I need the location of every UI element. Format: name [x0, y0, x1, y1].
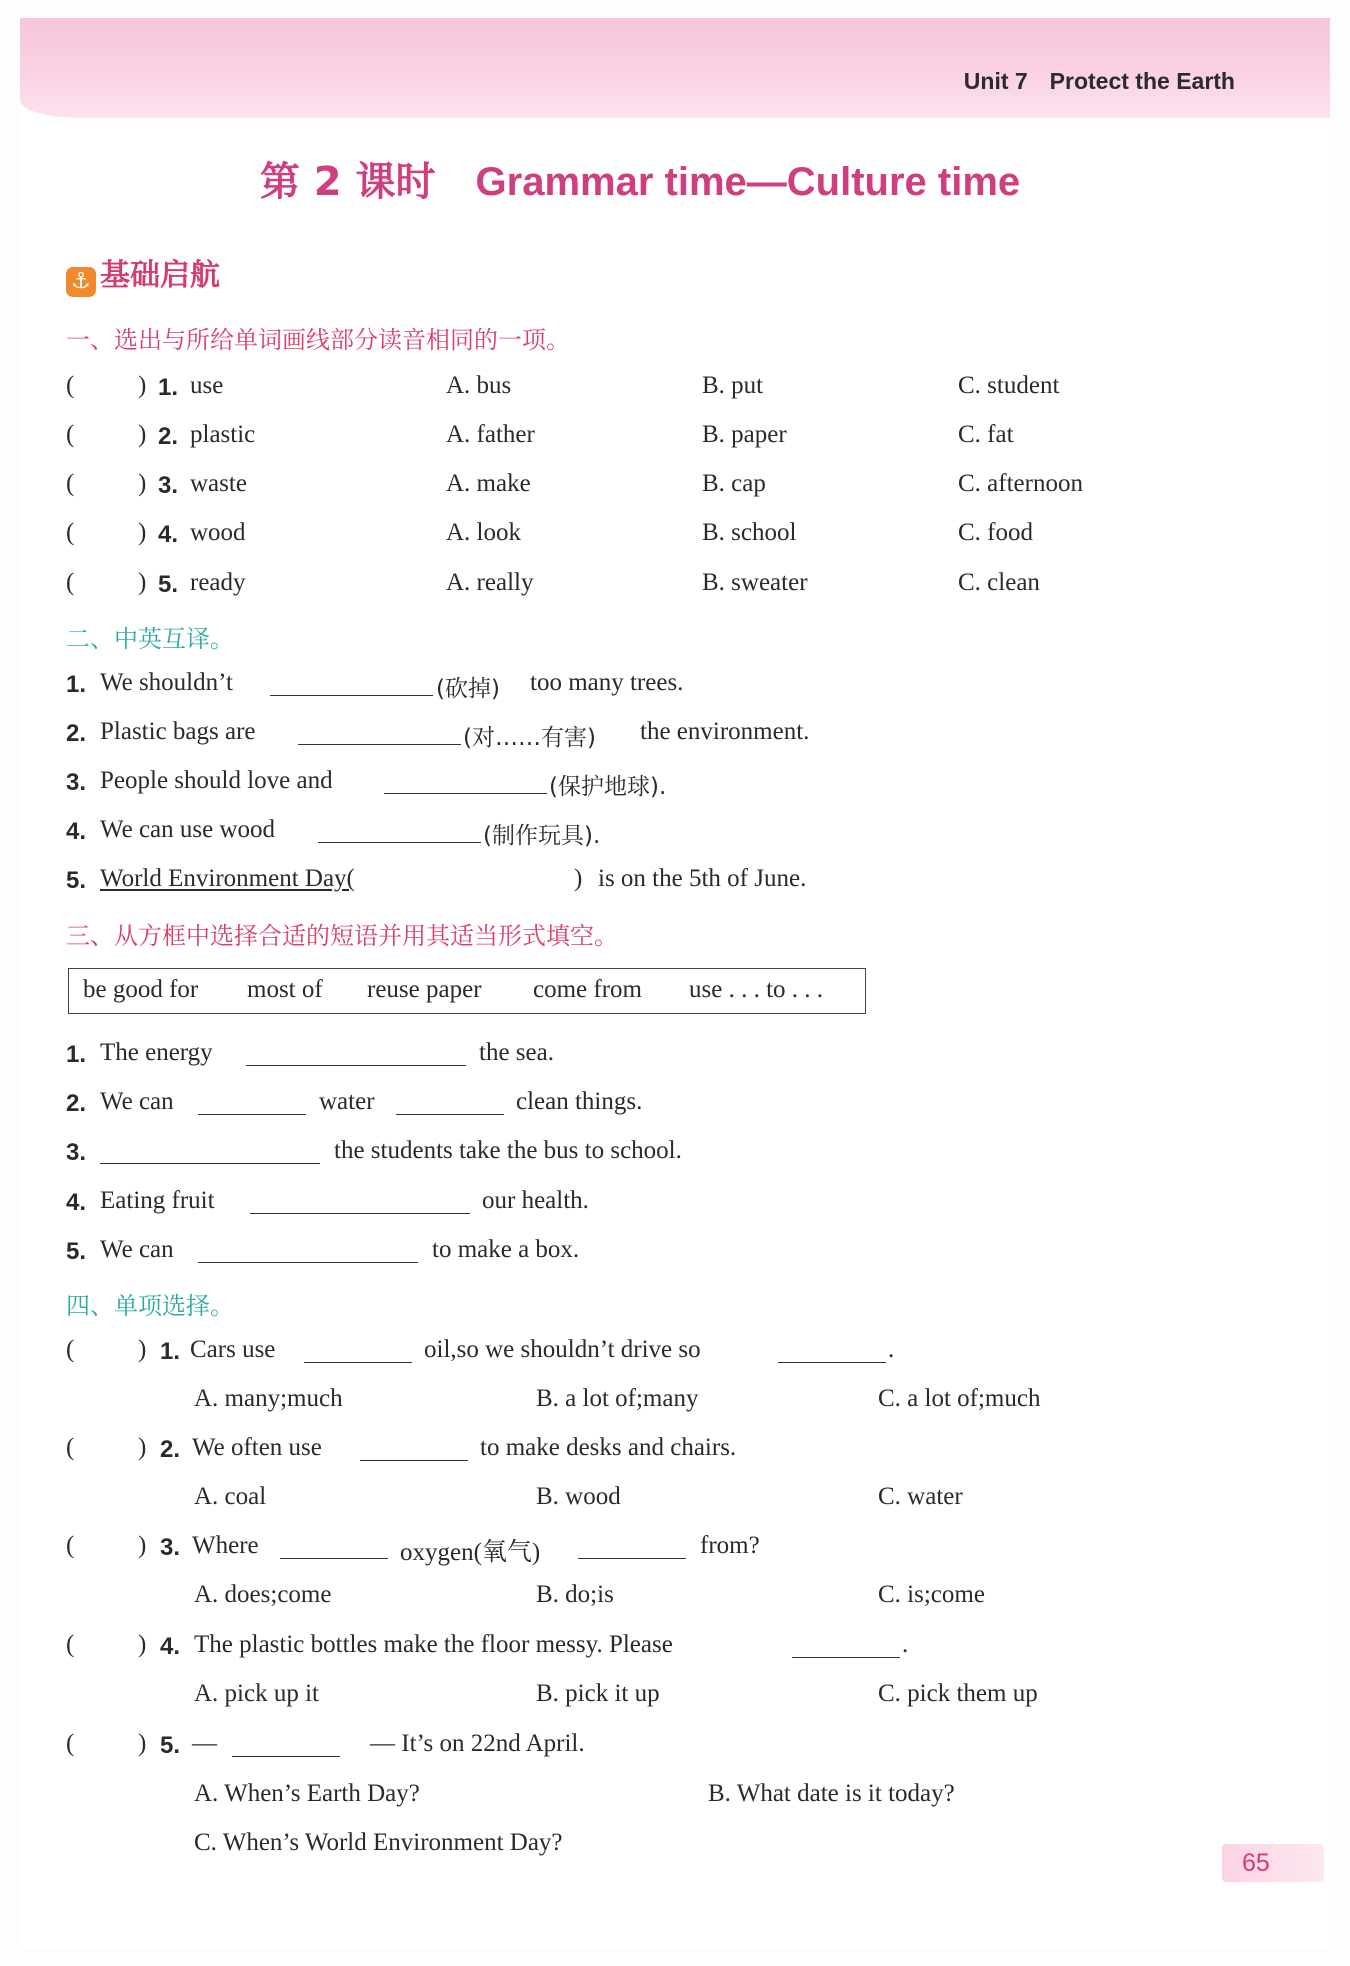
answer-blank[interactable] [100, 1141, 320, 1164]
option-b[interactable]: B. school [702, 519, 797, 546]
item-number: 1. [66, 1041, 87, 1068]
item-text-after: the sea. [479, 1039, 554, 1066]
option-c[interactable]: C. afternoon [958, 470, 1083, 497]
item-number: 4. [158, 521, 179, 548]
question-text: oil,so we shouldn’t drive so [424, 1336, 701, 1363]
answer-paren-close[interactable]: ) [138, 569, 147, 596]
option-c[interactable]: C. clean [958, 569, 1040, 596]
option-b[interactable]: B. a lot of;many [536, 1385, 699, 1412]
answer-blank[interactable] [360, 1438, 468, 1461]
answer-paren-open[interactable]: ( [66, 1532, 75, 1559]
answer-paren-open[interactable]: ( [66, 519, 75, 546]
phrase-option: use . . . to . . . [689, 976, 824, 1003]
answer-blank[interactable] [298, 722, 461, 745]
question-text: — [192, 1730, 217, 1757]
item-number: 5. [66, 867, 87, 894]
unit-title: Protect the Earth [1049, 68, 1235, 94]
item-number: 2. [66, 720, 87, 747]
answer-blank[interactable] [198, 1240, 418, 1263]
answer-paren-open[interactable]: ( [66, 1631, 75, 1658]
answer-blank[interactable] [198, 1092, 306, 1115]
option-b[interactable]: B. What date is it today? [708, 1780, 955, 1807]
lesson-title [0, 150, 1280, 207]
answer-blank[interactable] [304, 1340, 412, 1363]
item-text-after: the students take the bus to school. [334, 1137, 682, 1164]
answer-paren-open[interactable]: ( [66, 1730, 75, 1757]
question-text: oxygen(氧气) [400, 1539, 541, 1566]
item-text: Eating fruit [100, 1187, 215, 1214]
answer-blank[interactable] [778, 1340, 886, 1363]
answer-paren-open[interactable]: ( [66, 470, 75, 497]
item-number: 4. [66, 818, 87, 845]
option-a[interactable]: A. look [446, 519, 521, 546]
answer-paren-close[interactable]: ) [138, 1336, 147, 1363]
answer-paren-close[interactable]: ) [138, 519, 147, 546]
item-text-after: clean things. [516, 1088, 643, 1115]
item-text: We shouldn’t [100, 669, 233, 696]
option-c[interactable]: C. When’s World Environment Day? [194, 1829, 563, 1856]
answer-paren-close[interactable]: ) [138, 1631, 147, 1658]
answer-paren-open[interactable]: ( [66, 372, 75, 399]
option-a[interactable]: A. When’s Earth Day? [194, 1780, 420, 1807]
item-number: 5. [160, 1732, 181, 1759]
option-c[interactable]: C. a lot of;much [878, 1385, 1041, 1412]
item-hint: (保护地球). [549, 774, 667, 800]
answer-blank[interactable] [232, 1734, 340, 1757]
item-number: 2. [160, 1436, 181, 1463]
option-b[interactable]: B. pick it up [536, 1680, 660, 1707]
item-text: World Environment Day( [100, 865, 355, 892]
answer-paren-close[interactable]: ) [138, 1532, 147, 1559]
item-number: 3. [66, 769, 87, 796]
answer-paren-open[interactable]: ( [66, 569, 75, 596]
answer-blank[interactable] [792, 1635, 900, 1658]
answer-blank[interactable] [270, 673, 433, 696]
option-b[interactable]: B. wood [536, 1483, 621, 1510]
answer-blank[interactable] [280, 1536, 388, 1559]
answer-paren-close[interactable]: ) [138, 421, 147, 448]
option-b[interactable]: B. put [702, 372, 764, 399]
item-number: 4. [66, 1189, 87, 1216]
section-heading [66, 250, 220, 297]
question-text: Cars use [190, 1336, 276, 1363]
part3-title: 三、从方框中选择合适的短语并用其适当形式填空。 [66, 922, 618, 950]
item-text: We can [100, 1088, 174, 1115]
item-hint[interactable]: ) [574, 865, 583, 892]
item-number: 2. [158, 423, 179, 450]
phrase-option: come from [533, 976, 642, 1003]
item-text-after: is on the 5th of June. [598, 865, 807, 892]
item-hint: (砍掉) [436, 676, 500, 702]
section-title: 基础启航 [100, 258, 220, 293]
option-b[interactable]: B. sweater [702, 569, 808, 596]
question-text: Where [192, 1532, 259, 1559]
option-a[interactable]: A. bus [446, 372, 512, 399]
option-a[interactable]: A. make [446, 470, 531, 497]
item-number: 2. [66, 1090, 87, 1117]
phrase-option: most of [247, 976, 323, 1003]
item-text-mid: water [319, 1088, 375, 1115]
item-text-after: the environment. [640, 718, 810, 745]
option-a[interactable]: A. pick up it [194, 1680, 319, 1707]
option-a[interactable]: A. does;come [194, 1581, 332, 1608]
answer-blank[interactable] [384, 771, 547, 794]
phrase-option: reuse paper [367, 976, 482, 1003]
item-number: 5. [66, 1238, 87, 1265]
option-a[interactable]: A. coal [194, 1483, 267, 1510]
anchor-icon: ⚓ [66, 267, 96, 297]
option-b[interactable]: B. paper [702, 421, 787, 448]
question-text: . [888, 1336, 895, 1363]
phrase-option: be good for [83, 976, 199, 1003]
option-a[interactable]: A. really [446, 569, 534, 596]
item-number: 5. [158, 571, 179, 598]
answer-blank[interactable] [246, 1043, 466, 1066]
option-c[interactable]: C. pick them up [878, 1680, 1038, 1707]
option-b[interactable]: B. do;is [536, 1581, 614, 1608]
item-number: 3. [66, 1139, 87, 1166]
unit-number: Unit 7 [963, 68, 1028, 94]
item-number: 1. [158, 374, 179, 401]
option-c[interactable]: C. student [958, 372, 1060, 399]
question-text: — It’s on 22nd April. [370, 1730, 585, 1757]
question-text: We often use [192, 1434, 322, 1461]
answer-paren-close[interactable]: ) [138, 372, 147, 399]
answer-blank[interactable] [250, 1191, 470, 1214]
answer-paren-close[interactable]: ) [138, 1730, 147, 1757]
option-a[interactable]: A. many;much [194, 1385, 343, 1412]
question-text: from? [700, 1532, 760, 1559]
item-text: Plastic bags are [100, 718, 256, 745]
option-c[interactable]: C. food [958, 519, 1033, 546]
option-c[interactable]: C. is;come [878, 1581, 985, 1608]
answer-blank[interactable] [318, 820, 481, 843]
answer-paren-close[interactable]: ) [138, 470, 147, 497]
item-word: use [190, 372, 224, 399]
item-number: 3. [158, 472, 179, 499]
item-text: We can use wood [100, 816, 276, 843]
item-word: wood [190, 519, 246, 546]
question-text: . [902, 1631, 909, 1658]
page-number: 65 [1222, 1844, 1324, 1882]
option-c[interactable]: C. water [878, 1483, 963, 1510]
answer-paren-open[interactable]: ( [66, 421, 75, 448]
item-text-after: too many trees. [530, 669, 684, 696]
answer-blank[interactable] [396, 1092, 504, 1115]
item-word: ready [190, 569, 246, 596]
question-text: to make desks and chairs. [480, 1434, 737, 1461]
item-word: plastic [190, 421, 256, 448]
option-c[interactable]: C. fat [958, 421, 1014, 448]
phrase-box [68, 968, 866, 1014]
item-text: People should love and [100, 767, 333, 794]
item-text: We can [100, 1236, 174, 1263]
item-number: 1. [66, 671, 87, 698]
option-a[interactable]: A. father [446, 421, 535, 448]
unit-header [964, 68, 1235, 95]
answer-paren-open[interactable]: ( [66, 1434, 75, 1461]
item-hint: (制作玩具). [483, 823, 601, 849]
part4-title: 四、单项选择。 [66, 1292, 234, 1320]
item-text-after: to make a box. [432, 1236, 580, 1263]
item-text: The energy [100, 1039, 213, 1066]
answer-paren-close[interactable]: ) [138, 1434, 147, 1461]
answer-paren-open[interactable]: ( [66, 1336, 75, 1363]
lesson-name: Grammar time—Culture time [475, 160, 1021, 204]
item-word: waste [190, 470, 247, 497]
item-hint: (对……有害) [463, 725, 596, 751]
item-number: 1. [160, 1338, 181, 1365]
option-b[interactable]: B. cap [702, 470, 766, 497]
part1-title: 一、选出与所给单词画线部分读音相同的一项。 [66, 326, 570, 354]
item-number: 4. [160, 1633, 181, 1660]
lesson-number: 第 2 课时 [259, 159, 436, 205]
question-text: The plastic bottles make the floor messy. Please [194, 1631, 673, 1658]
part2-title: 二、中英互译。 [66, 625, 234, 653]
answer-blank[interactable] [578, 1536, 686, 1559]
item-number: 3. [160, 1534, 181, 1561]
item-text-after: our health. [482, 1187, 589, 1214]
